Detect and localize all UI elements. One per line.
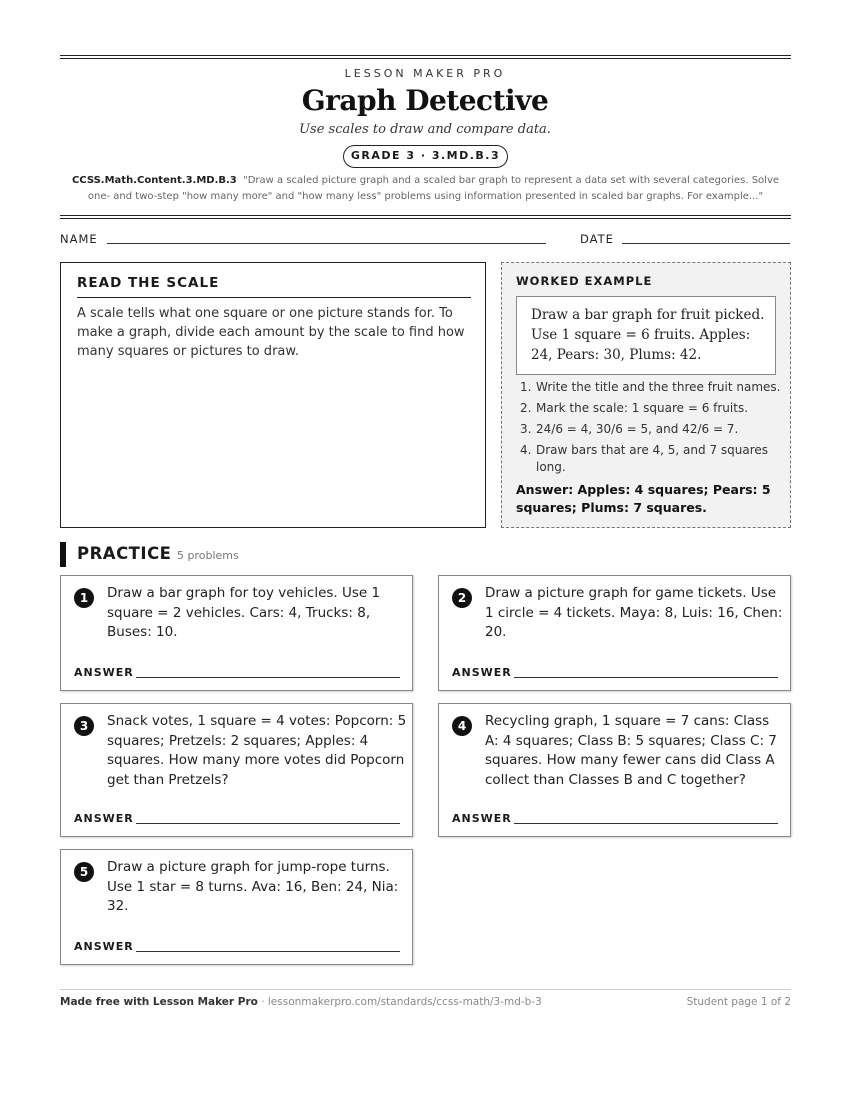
header-bottom-rule: [60, 215, 791, 216]
worked-example-answer: Answer: Apples: 4 squares; Pears: 5 squares; Plums: 7 squares.: [516, 482, 771, 515]
problem-text: Snack votes, 1 square = 4 votes: Popcorn: 5 squares; Pretzels: 2 squares; Apples: 4 squares. How many more votes did Popcorn get than Pretzels?: [107, 713, 407, 788]
problem-number-badge: 2: [452, 588, 472, 608]
name-label: NAME: [60, 232, 98, 246]
problem-number-badge: 5: [74, 862, 94, 882]
answer-field[interactable]: [514, 677, 778, 678]
brand-name: LESSON MAKER PRO: [344, 67, 506, 80]
step-text: Write the title and the three fruit names.: [536, 380, 781, 394]
worked-example-prompt: Draw a bar graph for fruit picked. Use 1 square = 6 fruits. Apples: 24, Pears: 30, Plums: 42.: [516, 296, 776, 375]
problem-number-badge: 3: [74, 716, 94, 736]
step-item: [516, 400, 786, 417]
problem-card-2: [438, 575, 791, 691]
step-text: Mark the scale: 1 square = 6 fruits.: [536, 401, 749, 415]
step-item: [516, 442, 786, 476]
answer-field[interactable]: [136, 823, 400, 824]
header-top-rule: [60, 55, 791, 56]
answer-label: ANSWER: [452, 666, 512, 679]
read-the-scale-panel: [60, 262, 486, 528]
footer-page-number: Student page 1 of 2: [686, 996, 791, 1008]
step-number: 2.: [520, 401, 532, 415]
answer-label: ANSWER: [74, 666, 134, 679]
problem-text: Draw a picture graph for jump-rope turns. Use 1 star = 8 turns. Ava: 16, Ben: 24, Nia: 32.: [107, 859, 399, 914]
problem-count: 5 problems: [177, 549, 239, 562]
step-item: [516, 421, 786, 438]
answer-label: ANSWER: [74, 812, 134, 825]
standard-text: "Draw a scaled picture graph and a scaled bar graph to represent a data set with several categories. Solve one- and two-step "how many more" and "how many less" problems using information presented in scaled bar graphs. For example...": [87, 175, 780, 202]
problem-number-badge: 4: [452, 716, 472, 736]
answer-label: ANSWER: [452, 812, 512, 825]
read-the-scale-heading: READ THE SCALE: [77, 275, 220, 291]
heading-underline: [77, 297, 471, 298]
problem-number-badge: 1: [74, 588, 94, 608]
date-label: DATE: [580, 232, 614, 246]
read-the-scale-text: A scale tells what one square or one picture stands for. To make a graph, divide each amount by the scale to find how many squares or pictures to draw.: [77, 306, 465, 359]
problem-card-1: [60, 575, 413, 691]
problem-text: Draw a picture graph for game tickets. Use 1 circle = 4 tickets. Maya: 8, Luis: 16, Chen: 20.: [485, 585, 783, 640]
problem-text: Recycling graph, 1 square = 7 cans: Class A: 4 squares; Class B: 5 squares; Class C: 7 squares. How many fewer cans did Class A collect than Classes B and C together?: [485, 713, 777, 788]
page-subtitle: Use scales to draw and compare data.: [299, 122, 551, 137]
footer-made-with: Made free with Lesson Maker Pro: [60, 996, 258, 1008]
worked-example-heading: WORKED EXAMPLE: [516, 274, 653, 288]
answer-field[interactable]: [514, 823, 778, 824]
date-field[interactable]: [622, 243, 790, 244]
grade-badge: GRADE 3 · 3.MD.B.3: [343, 145, 508, 168]
step-item: [516, 379, 786, 396]
step-number: 1.: [520, 380, 532, 394]
practice-heading: PRACTICE: [77, 544, 172, 563]
problem-card-4: [438, 703, 791, 837]
standard-description: [60, 173, 791, 205]
worked-example-steps: [516, 379, 786, 480]
practice-accent-bar: [60, 542, 66, 567]
step-text: 24/6 = 4, 30/6 = 5, and 42/6 = 7.: [536, 422, 739, 436]
worked-example-panel: [501, 262, 791, 528]
problem-text: Draw a bar graph for toy vehicles. Use 1 square = 2 vehicles. Cars: 4, Trucks: 8, Buses: 10.: [107, 585, 381, 640]
footer-credit: [60, 996, 542, 1008]
page-title: Graph Detective: [301, 84, 549, 117]
problem-card-3: [60, 703, 413, 837]
answer-field[interactable]: [136, 951, 400, 952]
answer-field[interactable]: [136, 677, 400, 678]
answer-label: ANSWER: [74, 940, 134, 953]
problem-card-5: [60, 849, 413, 965]
step-number: 3.: [520, 422, 532, 436]
step-text: Draw bars that are 4, 5, and 7 squares long.: [536, 443, 769, 474]
footer-rule: [60, 989, 791, 990]
footer-url[interactable]: · lessonmakerpro.com/standards/ccss-math/3-md-b-3: [257, 996, 542, 1008]
standard-code: CCSS.Math.Content.3.MD.B.3: [71, 175, 237, 186]
name-field[interactable]: [107, 243, 546, 244]
step-number: 4.: [520, 443, 532, 457]
